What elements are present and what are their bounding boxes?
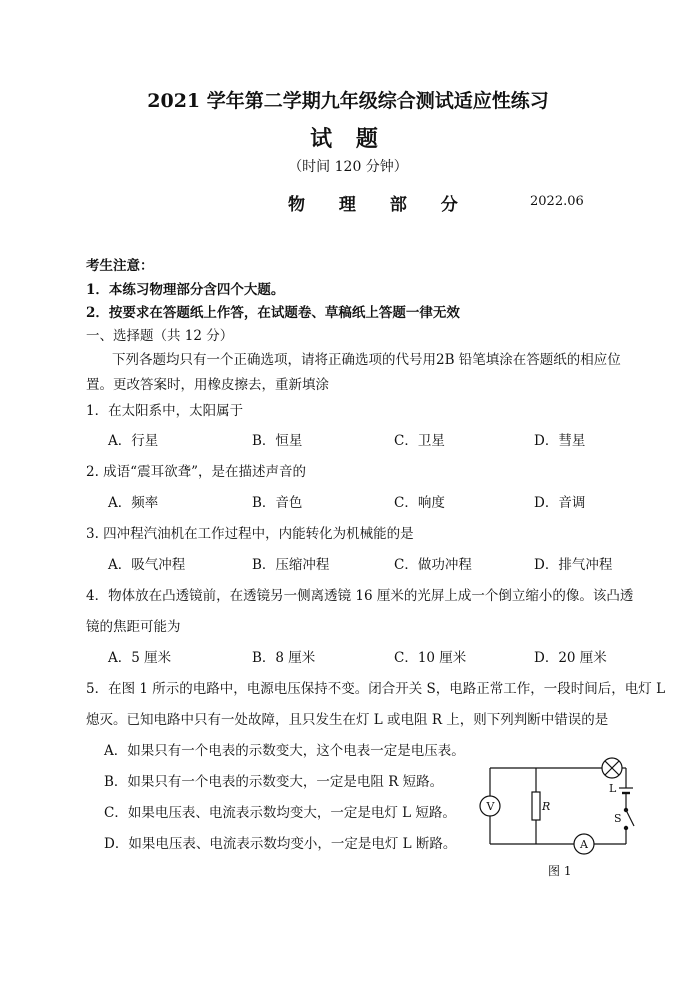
switch-label: S [614,812,622,825]
notice-heading: 考生注意： [86,258,154,274]
option-c: C．响度 [394,495,445,511]
option-c: C．如果电压表、电流表示数均变大，一定是电灯 L 短路。 [104,805,456,821]
question-stem-cont: 镜的焦距可能为 [86,619,181,635]
exam-date: 2022.06 [530,194,584,209]
voltmeter-label: V [486,800,495,813]
exam-duration: （时间 120 分钟） [288,159,408,175]
paper-subtitle: 试 题 [310,126,386,152]
option-a: A．5 厘米 [108,650,172,666]
option-a: A．频率 [108,495,159,511]
option-d: D．排气冲程 [534,557,613,573]
question-stem: 4．物体放在凸透镜前，在透镜另一侧离透镜 16 厘米的光屏上成一个倒立缩小的像。该凸透 [86,588,634,604]
option-b: B．恒星 [252,433,303,449]
option-b: B．8 厘米 [252,650,316,666]
part-instruction: 下列各题均只有一个正确选项，请将正确选项的代号用2B 铅笔填涂在答题纸的相应位 [112,352,621,368]
paper-title: 2021 学年第二学期九年级综合测试适应性练习 [147,90,549,112]
question-stem-cont: 熄灭。已知电路中只有一处故障，且只发生在灯 L 或电阻 R 上，则下列判断中错误的是 [86,712,609,728]
option-b: B．音色 [252,495,303,511]
question-stem: 2. 成语“震耳欲聋”，是在描述声音的 [86,464,306,480]
option-a: A．行星 [108,433,159,449]
option-b: B．如果只有一个电表的示数变大，一定是电阻 R 短路。 [104,774,444,790]
option-c: C．10 厘米 [394,650,467,666]
resistor-icon [532,792,540,820]
option-b: B．压缩冲程 [252,557,330,573]
question-stem: 1．在太阳系中，太阳属于 [86,403,244,419]
notice-item: 2．按要求在答题纸上作答，在试题卷、草稿纸上答题一律无效 [86,305,460,321]
option-a: A．吸气冲程 [108,557,186,573]
question-stem: 3. 四冲程汽油机在工作过程中，内能转化为机械能的是 [86,526,414,542]
figure-caption: 图 1 [548,864,572,878]
lamp-label: L [609,782,617,795]
switch-icon [626,810,634,826]
option-c: C．卫星 [394,433,445,449]
part-instruction: 置。更改答案时，用橡皮擦去，重新填涂 [86,377,329,393]
option-c: C．做功冲程 [394,557,472,573]
part-heading: 一、选择题（共 12 分） [86,328,234,344]
circuit-diagram [478,752,638,878]
option-d: D．如果电压表、电流表示数均变小，一定是电灯 L 断路。 [104,836,457,852]
option-a: A．如果只有一个电表的示数变大，这个电表一定是电压表。 [104,743,465,759]
option-d: D．彗星 [534,433,586,449]
notice-item: 1．本练习物理部分含四个大题。 [86,282,285,298]
resistor-label: R [542,800,551,813]
section-title: 物 理 部 分 [288,195,472,215]
ammeter-label: A [580,838,588,851]
option-d: D．音调 [534,495,586,511]
question-stem: 5．在图 1 所示的电路中，电源电压保持不变。闭合开关 S，电路正常工作，一段时间后，电灯 L [86,681,666,697]
option-d: D．20 厘米 [534,650,607,666]
